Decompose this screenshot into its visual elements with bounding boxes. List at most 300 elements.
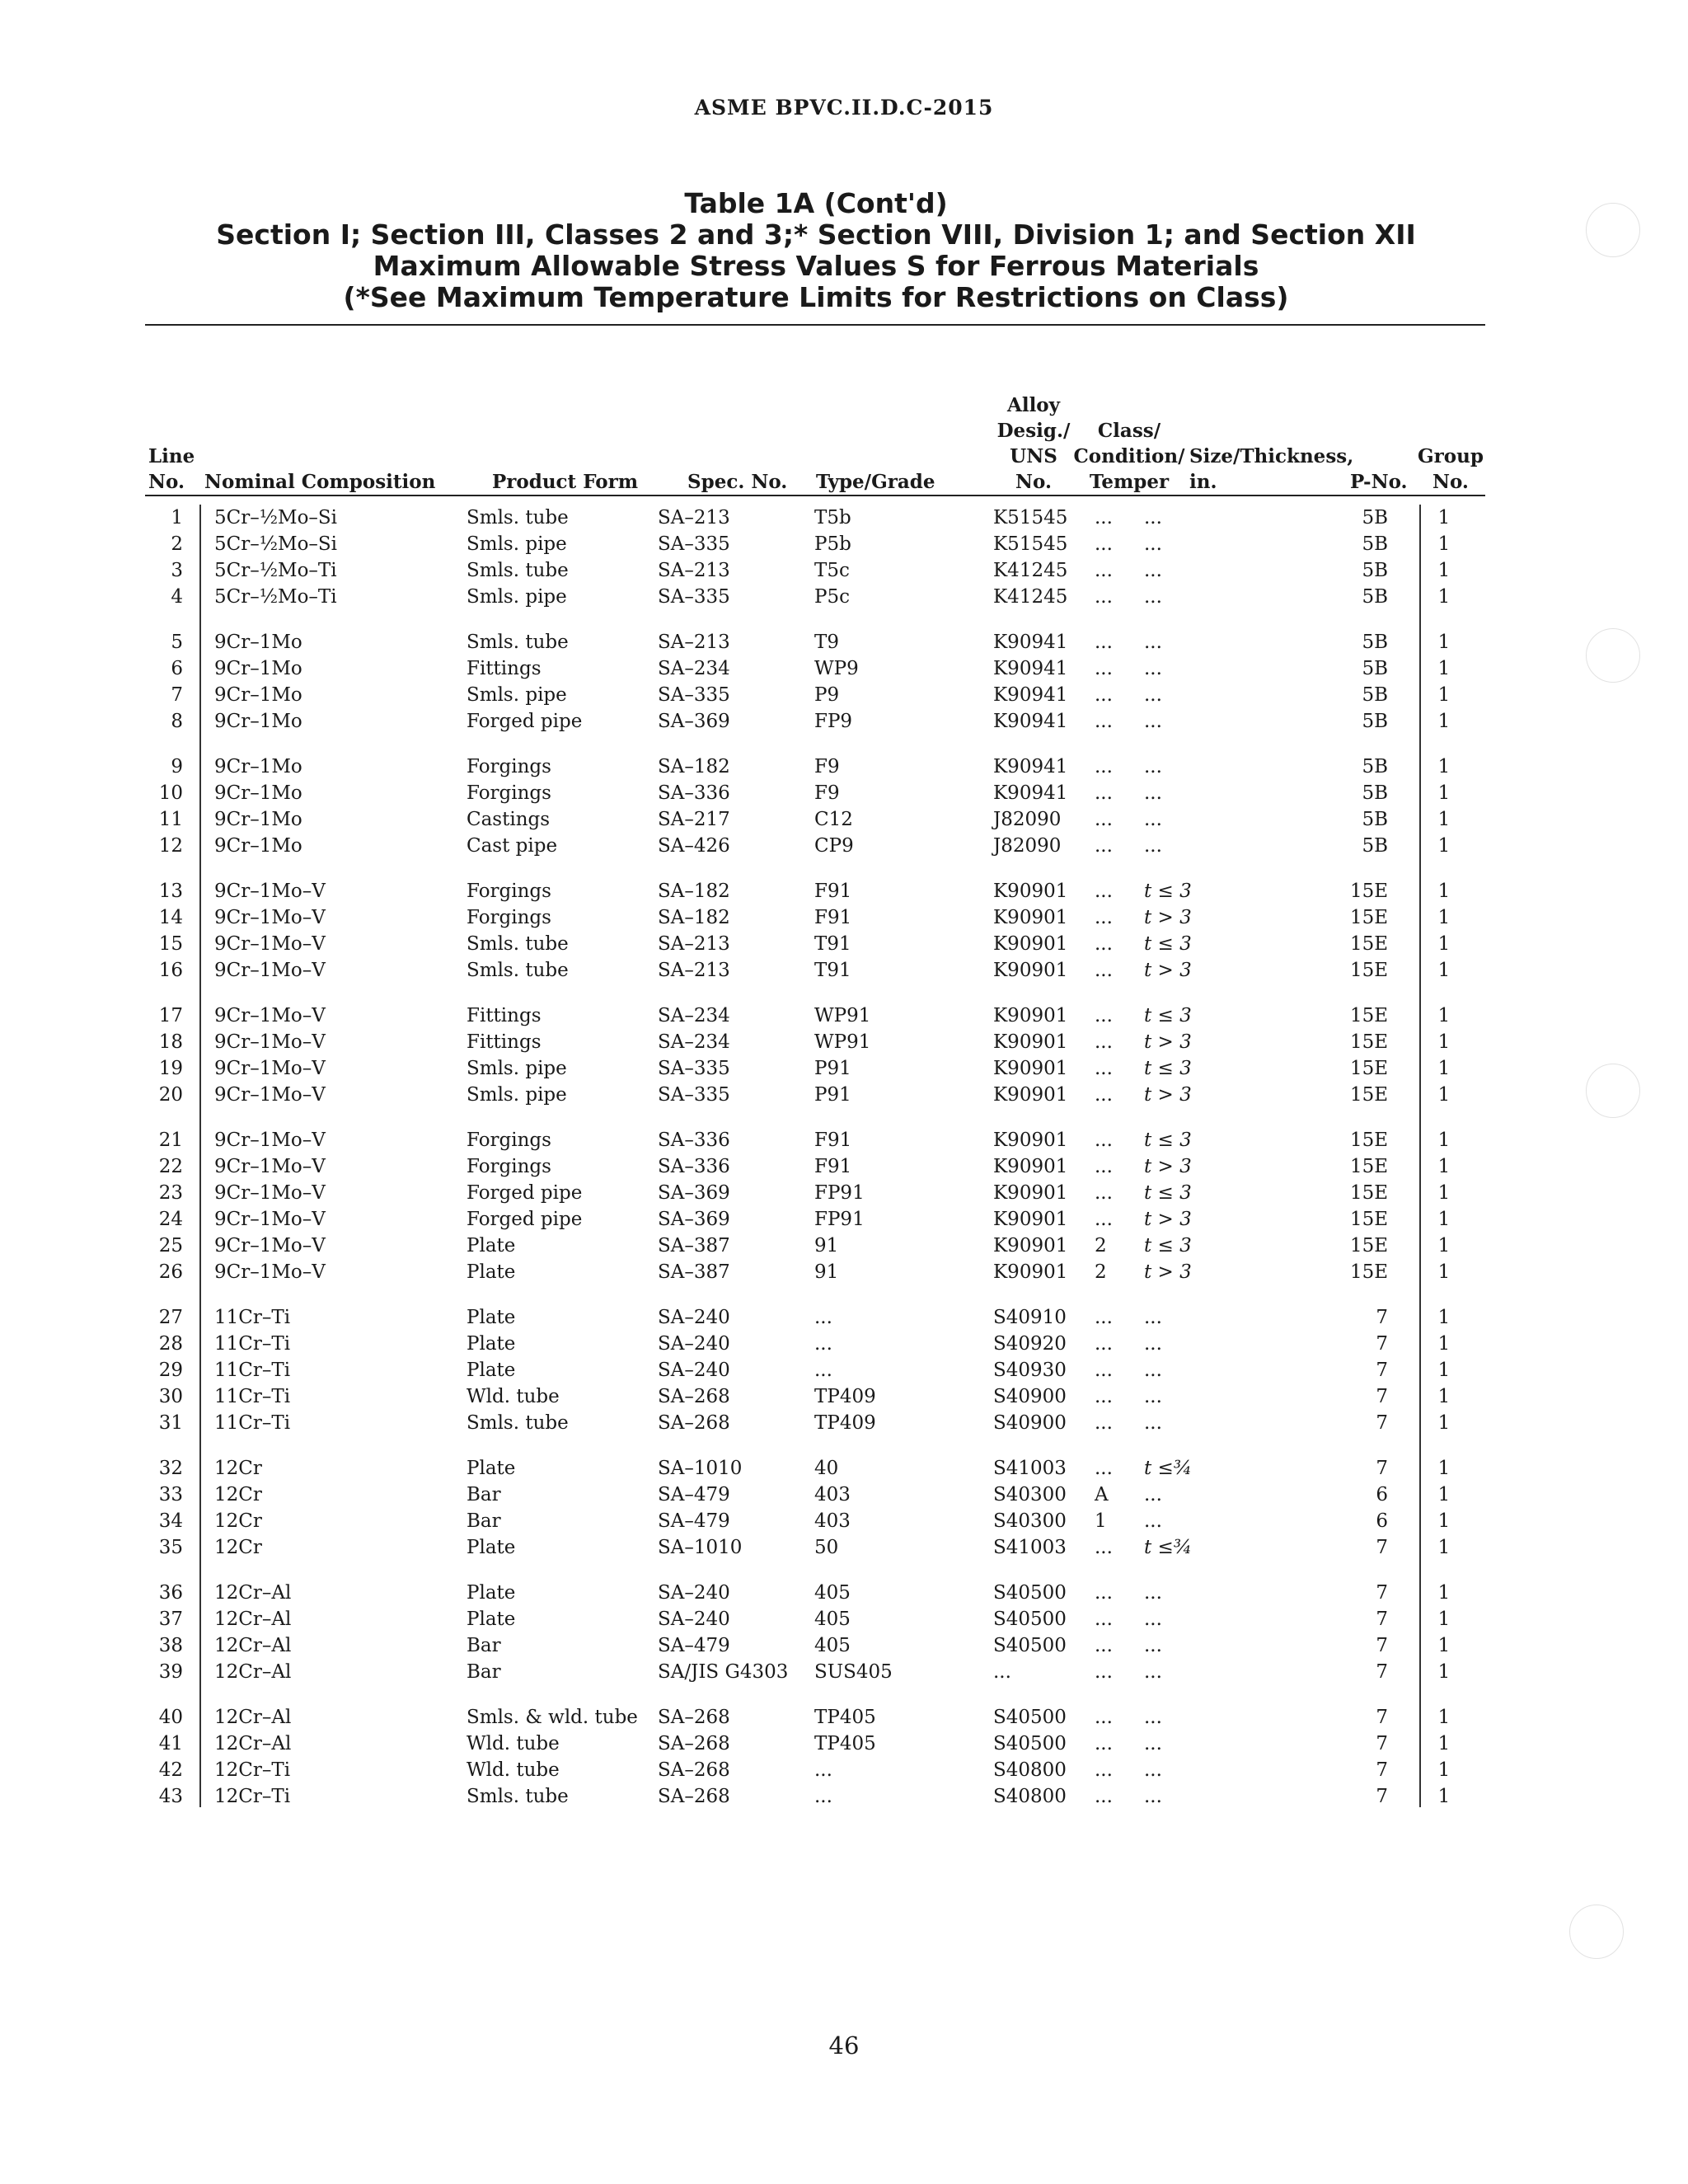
product-form: Smls. pipe: [467, 1084, 567, 1106]
size-thickness: ...: [1144, 1661, 1162, 1683]
table-row: [145, 1534, 1485, 1561]
table-row: [145, 1153, 1485, 1180]
p-no: 15E: [1349, 907, 1388, 928]
uns-no: K51545: [993, 507, 1068, 528]
table-row: [145, 754, 1485, 780]
p-no: 7: [1376, 1635, 1388, 1656]
p-no: 7: [1376, 1733, 1388, 1754]
product-form: Fittings: [467, 1005, 542, 1026]
p-no: 7: [1376, 1582, 1388, 1604]
size-thickness: t ≤¾: [1144, 1537, 1193, 1558]
product-form: Forgings: [467, 881, 551, 902]
class-condition: ...: [1095, 1084, 1113, 1106]
spec-no: SA–336: [658, 782, 730, 804]
line-no: 2: [171, 533, 183, 555]
size-thickness: t > 3: [1144, 1209, 1192, 1230]
line-no: 37: [158, 1609, 183, 1630]
class-condition: A: [1095, 1484, 1109, 1505]
nominal-composition: 11Cr–Ti: [214, 1386, 291, 1407]
class-condition: ...: [1095, 560, 1113, 581]
uns-no: S40500: [993, 1733, 1067, 1754]
table-row: [145, 1357, 1485, 1383]
type-grade: P5c: [814, 586, 850, 608]
uns-no: K90941: [993, 658, 1068, 679]
group-no: 1: [1437, 1609, 1451, 1630]
product-form: Castings: [467, 809, 551, 830]
type-grade: F91: [814, 1156, 852, 1177]
uns-no: S40930: [993, 1360, 1067, 1381]
type-grade: 405: [814, 1635, 851, 1656]
spec-no: SA–213: [658, 960, 730, 981]
p-no: 5B: [1362, 835, 1388, 857]
product-form: Smls. pipe: [467, 684, 567, 706]
uns-no: J82090: [993, 809, 1062, 830]
line-no: 20: [158, 1084, 183, 1106]
line-no: 39: [158, 1661, 183, 1683]
product-form: Bar: [467, 1510, 501, 1532]
line-no: 24: [158, 1209, 183, 1230]
size-thickness: ...: [1144, 586, 1162, 608]
type-grade: P91: [814, 1058, 851, 1079]
table-row: [145, 1704, 1485, 1731]
table-row: [145, 1659, 1485, 1685]
table-title: Table 1A (Cont'd): [684, 187, 948, 219]
nominal-composition: 12Cr: [214, 1484, 262, 1505]
product-form: Plate: [467, 1333, 516, 1355]
uns-no: K90901: [993, 933, 1068, 955]
table-row: [145, 1632, 1485, 1659]
line-no: 29: [158, 1360, 183, 1381]
group-no: 1: [1437, 507, 1451, 528]
line-no: 5: [171, 632, 183, 653]
table-row: [145, 1206, 1485, 1233]
class-condition: ...: [1095, 533, 1113, 555]
type-grade: 91: [814, 1235, 839, 1256]
table-row: [145, 1331, 1485, 1357]
type-grade: 403: [814, 1510, 851, 1532]
nominal-composition: 12Cr–Al: [214, 1609, 292, 1630]
group-no: 1: [1437, 756, 1451, 777]
class-condition: ...: [1095, 1360, 1113, 1381]
spec-no: SA–336: [658, 1130, 730, 1151]
spec-no: SA–240: [658, 1360, 730, 1381]
line-no: 10: [158, 782, 183, 804]
group-no: 1: [1437, 1209, 1451, 1230]
group-no: 1: [1437, 658, 1451, 679]
p-no: 15E: [1349, 881, 1388, 902]
group-no: 1: [1437, 711, 1451, 732]
uns-no: K90901: [993, 1005, 1068, 1026]
p-no: 15E: [1349, 1031, 1388, 1053]
table-subtitle-sections: Section I; Section III, Classes 2 and 3;* Section VIII, Division 1; and Section XII: [216, 218, 1416, 251]
line-no: 13: [158, 881, 183, 902]
table-row: [145, 1003, 1485, 1029]
product-form: Smls. & wld. tube: [467, 1707, 638, 1728]
p-no: 7: [1376, 1307, 1388, 1328]
size-thickness: ...: [1144, 782, 1162, 804]
product-form: Wld. tube: [467, 1759, 560, 1781]
p-no: 5B: [1362, 711, 1388, 732]
group-no: 1: [1437, 533, 1451, 555]
p-no: 5B: [1362, 533, 1388, 555]
class-condition: ...: [1095, 658, 1113, 679]
nominal-composition: 12Cr: [214, 1510, 262, 1532]
p-no: 15E: [1349, 1156, 1388, 1177]
spec-no: SA–182: [658, 881, 730, 902]
p-no: 15E: [1349, 1058, 1388, 1079]
p-no: 7: [1376, 1360, 1388, 1381]
col-header-alloy: Alloy Desig./ UNS No.: [996, 394, 1071, 493]
group-no: 1: [1437, 835, 1451, 857]
p-no: 7: [1376, 1609, 1388, 1630]
spec-no: SA–213: [658, 507, 730, 528]
group-no: 1: [1437, 1661, 1451, 1683]
line-no: 40: [158, 1707, 183, 1728]
type-grade: 405: [814, 1609, 851, 1630]
uns-no: K90941: [993, 632, 1068, 653]
nominal-composition: 9Cr–1Mo–V: [214, 1058, 326, 1079]
size-thickness: ...: [1144, 1333, 1162, 1355]
nominal-composition: 9Cr–1Mo: [214, 632, 302, 653]
type-grade: F91: [814, 881, 852, 902]
uns-no: K41245: [993, 560, 1068, 581]
group-spacer: [145, 984, 1485, 1003]
uns-no: S40500: [993, 1635, 1067, 1656]
class-condition: ...: [1095, 881, 1113, 902]
line-no: 32: [158, 1458, 183, 1479]
product-form: Bar: [467, 1484, 501, 1505]
p-no: 7: [1376, 1707, 1388, 1728]
table-row: [145, 1180, 1485, 1206]
p-no: 7: [1376, 1786, 1388, 1807]
uns-no: K90941: [993, 756, 1068, 777]
size-thickness: ...: [1144, 1360, 1162, 1381]
uns-no: K41245: [993, 586, 1068, 608]
nominal-composition: 9Cr–1Mo–V: [214, 907, 326, 928]
nominal-composition: 9Cr–1Mo–V: [214, 1209, 326, 1230]
group-no: 1: [1437, 1235, 1451, 1256]
col-header-p-no: P-No.: [1350, 471, 1408, 493]
table-title-block: [140, 188, 1492, 313]
nominal-composition: 9Cr–1Mo–V: [214, 933, 326, 955]
uns-no: K90941: [993, 684, 1068, 706]
size-thickness: ...: [1144, 1609, 1162, 1630]
spec-no: SA–240: [658, 1333, 730, 1355]
spec-no: SA–240: [658, 1609, 730, 1630]
uns-no: S40800: [993, 1759, 1067, 1781]
type-grade: 91: [814, 1261, 839, 1283]
spec-no: SA–240: [658, 1307, 730, 1328]
type-grade: ...: [814, 1786, 832, 1807]
p-no: 5B: [1362, 658, 1388, 679]
p-no: 15E: [1349, 960, 1388, 981]
group-no: 1: [1437, 881, 1451, 902]
col-header-line: Line No.: [148, 445, 195, 493]
group-no: 1: [1437, 586, 1451, 608]
group-no: 1: [1437, 809, 1451, 830]
class-condition: 2: [1095, 1261, 1107, 1283]
size-thickness: t ≤ 3: [1144, 1005, 1192, 1026]
table-row: [145, 1259, 1485, 1285]
product-form: Smls. tube: [467, 1412, 569, 1434]
uns-no: K90901: [993, 1058, 1068, 1079]
uns-no: K90901: [993, 1084, 1068, 1106]
table-row: [145, 931, 1485, 957]
line-no: 25: [158, 1235, 183, 1256]
class-condition: ...: [1095, 1707, 1113, 1728]
type-grade: ...: [814, 1307, 832, 1328]
group-no: 1: [1437, 632, 1451, 653]
nominal-composition: 12Cr: [214, 1458, 262, 1479]
table-row: [145, 557, 1485, 584]
table-row: [145, 833, 1485, 859]
nominal-composition: 9Cr–1Mo: [214, 756, 302, 777]
size-thickness: t ≤ 3: [1144, 881, 1192, 902]
line-no: 8: [171, 711, 183, 732]
type-grade: F9: [814, 756, 840, 777]
line-no: 30: [158, 1386, 183, 1407]
product-form: Smls. tube: [467, 560, 569, 581]
size-thickness: t > 3: [1144, 960, 1192, 981]
type-grade: CP9: [814, 835, 854, 857]
line-no: 6: [171, 658, 183, 679]
spec-no: SA–268: [658, 1707, 730, 1728]
line-no: 28: [158, 1333, 183, 1355]
spec-no: SA–479: [658, 1510, 730, 1532]
product-form: Plate: [467, 1582, 516, 1604]
table-row: [145, 904, 1485, 931]
p-no: 5B: [1362, 782, 1388, 804]
table-row: [145, 957, 1485, 984]
class-condition: ...: [1095, 586, 1113, 608]
uns-no: K90901: [993, 1031, 1068, 1053]
size-thickness: ...: [1144, 632, 1162, 653]
product-form: Bar: [467, 1635, 501, 1656]
table-row: [145, 1304, 1485, 1331]
spec-no: SA–182: [658, 907, 730, 928]
uns-no: K90901: [993, 960, 1068, 981]
group-no: 1: [1437, 1412, 1451, 1434]
group-no: 1: [1437, 1537, 1451, 1558]
class-condition: ...: [1095, 1733, 1113, 1754]
line-no: 4: [171, 586, 183, 608]
table-row: [145, 780, 1485, 806]
group-no: 1: [1437, 1582, 1451, 1604]
nominal-composition: 5Cr–½Mo–Ti: [214, 560, 337, 581]
type-grade: TP409: [814, 1386, 876, 1407]
size-thickness: ...: [1144, 711, 1162, 732]
line-no: 1: [171, 507, 183, 528]
product-form: Forgings: [467, 1156, 551, 1177]
table-row: [145, 1606, 1485, 1632]
table-row: [145, 655, 1485, 682]
p-no: 7: [1376, 1333, 1388, 1355]
size-thickness: t ≤ 3: [1144, 1058, 1192, 1079]
p-no: 7: [1376, 1661, 1388, 1683]
uns-no: ...: [993, 1661, 1011, 1683]
product-form: Forgings: [467, 1130, 551, 1151]
product-form: Smls. tube: [467, 960, 569, 981]
p-no: 5B: [1362, 560, 1388, 581]
uns-no: S40920: [993, 1333, 1067, 1355]
uns-no: J82090: [993, 835, 1062, 857]
nominal-composition: 11Cr–Ti: [214, 1333, 291, 1355]
col-header-composition: Nominal Composition: [204, 471, 436, 493]
group-no: 1: [1437, 1031, 1451, 1053]
p-no: 7: [1376, 1759, 1388, 1781]
size-thickness: ...: [1144, 533, 1162, 555]
group-no: 1: [1437, 1333, 1451, 1355]
spec-no: SA–1010: [658, 1458, 743, 1479]
table-row: [145, 584, 1485, 610]
size-thickness: ...: [1144, 1412, 1162, 1434]
nominal-composition: 5Cr–½Mo–Ti: [214, 586, 337, 608]
stress-values-table: [145, 505, 1485, 1810]
line-no: 12: [158, 835, 183, 857]
line-no: 23: [158, 1182, 183, 1204]
group-no: 1: [1437, 933, 1451, 955]
group-no: 1: [1437, 1182, 1451, 1204]
spec-no: SA–335: [658, 586, 730, 608]
group-no: 1: [1437, 1084, 1451, 1106]
spec-no: SA–268: [658, 1386, 730, 1407]
type-grade: T91: [814, 960, 851, 981]
nominal-composition: 12Cr–Al: [214, 1733, 292, 1754]
spec-no: SA–336: [658, 1156, 730, 1177]
product-form: Forged pipe: [467, 1209, 583, 1230]
line-no: 22: [158, 1156, 183, 1177]
size-thickness: ...: [1144, 809, 1162, 830]
p-no: 7: [1376, 1386, 1388, 1407]
table-row: [145, 1757, 1485, 1783]
type-grade: F91: [814, 1130, 852, 1151]
group-no: 1: [1437, 1458, 1451, 1479]
class-condition: ...: [1095, 1130, 1113, 1151]
group-no: 1: [1437, 1005, 1451, 1026]
line-no: 27: [158, 1307, 183, 1328]
spec-no: SA–213: [658, 933, 730, 955]
uns-no: K90941: [993, 782, 1068, 804]
size-thickness: ...: [1144, 1759, 1162, 1781]
header-rule: [145, 495, 1485, 496]
spec-no: SA–268: [658, 1759, 730, 1781]
size-thickness: ...: [1144, 756, 1162, 777]
class-condition: ...: [1095, 1307, 1113, 1328]
line-no: 31: [158, 1412, 183, 1434]
spec-no: SA–426: [658, 835, 730, 857]
uns-no: K90901: [993, 881, 1068, 902]
product-form: Bar: [467, 1661, 501, 1683]
type-grade: ...: [814, 1333, 832, 1355]
spec-no: SA–335: [658, 533, 730, 555]
nominal-composition: 9Cr–1Mo: [214, 658, 302, 679]
line-no: 17: [158, 1005, 183, 1026]
p-no: 15E: [1349, 1130, 1388, 1151]
line-no: 19: [158, 1058, 183, 1079]
nominal-composition: 12Cr: [214, 1537, 262, 1558]
p-no: 15E: [1349, 1182, 1388, 1204]
size-thickness: ...: [1144, 1635, 1162, 1656]
table-row: [145, 878, 1485, 904]
uns-no: K90901: [993, 907, 1068, 928]
type-grade: F91: [814, 907, 852, 928]
uns-no: K90901: [993, 1235, 1068, 1256]
uns-no: S40500: [993, 1609, 1067, 1630]
group-no: 1: [1437, 1360, 1451, 1381]
type-grade: WP9: [814, 658, 859, 679]
size-thickness: ...: [1144, 1733, 1162, 1754]
spec-no: SA–479: [658, 1635, 730, 1656]
spec-no: SA–335: [658, 1058, 730, 1079]
nominal-composition: 9Cr–1Mo–V: [214, 1005, 326, 1026]
product-form: Plate: [467, 1360, 516, 1381]
p-no: 7: [1376, 1412, 1388, 1434]
uns-no: K90901: [993, 1209, 1068, 1230]
class-condition: ...: [1095, 1582, 1113, 1604]
type-grade: TP405: [814, 1707, 876, 1728]
class-condition: ...: [1095, 782, 1113, 804]
class-condition: ...: [1095, 1661, 1113, 1683]
p-no: 15E: [1349, 1261, 1388, 1283]
table-row: [145, 1383, 1485, 1410]
nominal-composition: 12Cr–Ti: [214, 1759, 291, 1781]
line-no: 41: [158, 1733, 183, 1754]
group-no: 1: [1437, 782, 1451, 804]
uns-no: S40910: [993, 1307, 1067, 1328]
line-no: 21: [158, 1130, 183, 1151]
class-condition: ...: [1095, 1635, 1113, 1656]
class-condition: ...: [1095, 1005, 1113, 1026]
size-thickness: t ≤ 3: [1144, 1235, 1192, 1256]
size-thickness: ...: [1144, 1786, 1162, 1807]
size-thickness: ...: [1144, 835, 1162, 857]
col-header-type-grade: Type/Grade: [816, 471, 935, 493]
table-row: [145, 531, 1485, 557]
spec-no: SA–182: [658, 756, 730, 777]
table-row: [145, 806, 1485, 833]
table-row: [145, 1410, 1485, 1436]
spec-no: SA–234: [658, 658, 730, 679]
group-no: 1: [1437, 1484, 1451, 1505]
size-thickness: t > 3: [1144, 1031, 1192, 1053]
p-no: 5B: [1362, 632, 1388, 653]
product-form: Smls. tube: [467, 1786, 569, 1807]
table-row: [145, 1580, 1485, 1606]
line-no: 16: [158, 960, 183, 981]
col-header-size: Size/Thickness, in.: [1189, 445, 1354, 493]
p-no: 7: [1376, 1458, 1388, 1479]
col-header-class: Class/ Condition/ Temper: [1073, 420, 1185, 493]
type-grade: P9: [814, 684, 840, 706]
size-thickness: ...: [1144, 560, 1162, 581]
group-no: 1: [1437, 1058, 1451, 1079]
group-spacer: [145, 1436, 1485, 1455]
class-condition: ...: [1095, 1537, 1113, 1558]
col-header-group-no: Group No.: [1418, 445, 1484, 493]
type-grade: FP91: [814, 1209, 865, 1230]
size-thickness: ...: [1144, 507, 1162, 528]
product-form: Plate: [467, 1458, 516, 1479]
nominal-composition: 9Cr–1Mo–V: [214, 1182, 326, 1204]
uns-no: S40500: [993, 1707, 1067, 1728]
line-no: 42: [158, 1759, 183, 1781]
group-no: 1: [1437, 1635, 1451, 1656]
type-grade: WP91: [814, 1005, 871, 1026]
nominal-composition: 12Cr–Al: [214, 1582, 292, 1604]
class-condition: ...: [1095, 632, 1113, 653]
type-grade: P91: [814, 1084, 851, 1106]
size-thickness: t ≤ 3: [1144, 1130, 1192, 1151]
